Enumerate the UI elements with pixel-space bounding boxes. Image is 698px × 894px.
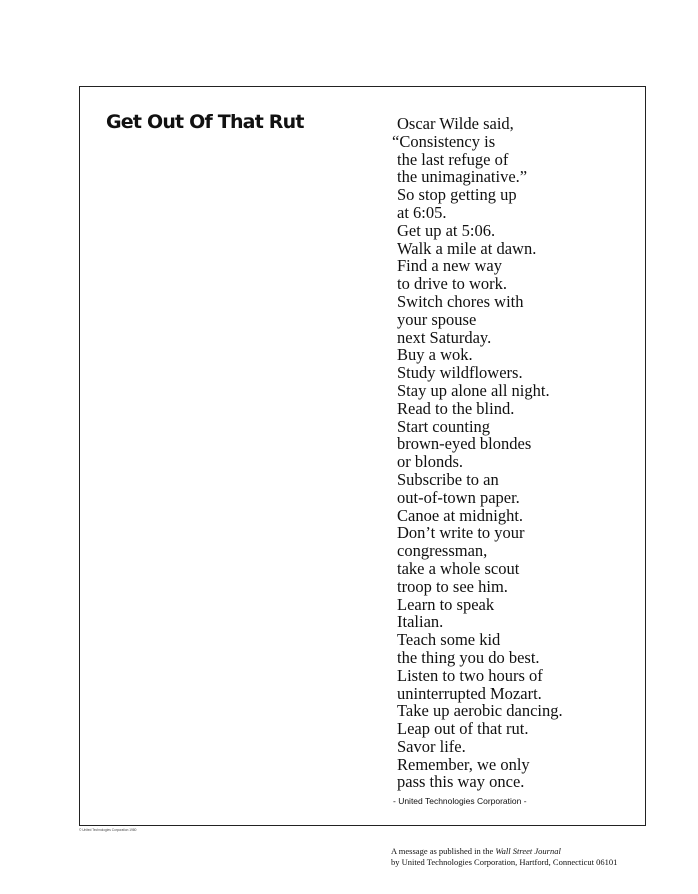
advertisement-frame [79,86,646,826]
body-copy-line: Study wildflowers. [397,363,523,383]
body-copy-line: out-of-town paper. [397,487,520,507]
body-copy-line: Teach some kid [397,630,501,650]
copyright-notice: © United Technologies Corporation 1980 [79,828,137,832]
body-copy-line: the last refuge of [397,149,509,169]
body-copy-line: troop to see him. [397,576,508,596]
body-copy-line: uninterrupted Mozart. [397,683,542,703]
body-copy-line: take a whole scout [397,558,520,578]
body-copy-line: Remember, we only [397,754,530,774]
body-copy-line: brown-eyed blondes [397,434,532,454]
body-copy-line: your spouse [397,309,477,329]
body-copy-line: Walk a mile at dawn. [397,238,537,258]
body-copy-line: next Saturday. [397,327,492,347]
body-copy-line: Canoe at midnight. [397,505,524,525]
body-copy-line: Learn to speak [397,594,495,614]
body-copy-line: Find a new way [397,256,502,276]
body-copy-line: Listen to two hours of [397,665,543,685]
body-copy-line: pass this way once. [397,772,525,792]
body-copy-line: “Consistency is [392,131,496,151]
body-copy-line: Take up aerobic dancing. [397,701,563,721]
body-copy-line: Read to the blind. [397,398,515,418]
body-copy [392,115,642,791]
body-copy-line: Savor life. [397,736,466,756]
body-copy-line: Italian. [397,612,444,632]
body-copy-line: to drive to work. [397,274,507,294]
body-copy-line: Stay up alone all night. [397,380,550,400]
body-copy-line: Switch chores with [397,291,524,311]
body-copy-line: Subscribe to an [397,469,499,489]
signature: - United Technologies Corporation - [393,796,527,806]
body-copy-line: congressman, [397,541,488,561]
body-copy-line: Oscar Wilde said, [397,114,514,133]
journal-name: Wall Street Journal [495,846,561,856]
body-copy-line: Get up at 5:06. [397,220,496,240]
body-copy-line: or blonds. [397,452,463,472]
publication-note-line-1 [391,846,617,857]
headline: Get Out Of That Rut [106,111,304,133]
publication-note-prefix: A message as published in the [391,846,494,856]
body-copy-line: Don’t write to your [397,523,525,543]
publication-note [391,846,617,868]
body-copy-line: So stop getting up [397,185,517,205]
body-copy-line: the thing you do best. [397,647,540,667]
body-copy-line: Buy a wok. [397,345,473,365]
body-copy-line: at 6:05. [397,202,447,222]
body-copy-line: Leap out of that rut. [397,719,529,739]
body-copy-line: the unimaginative.” [397,167,528,187]
publication-note-line-2: by United Technologies Corporation, Hartford, Connecticut 06101 [391,857,618,867]
body-copy-line: Start counting [397,416,491,436]
